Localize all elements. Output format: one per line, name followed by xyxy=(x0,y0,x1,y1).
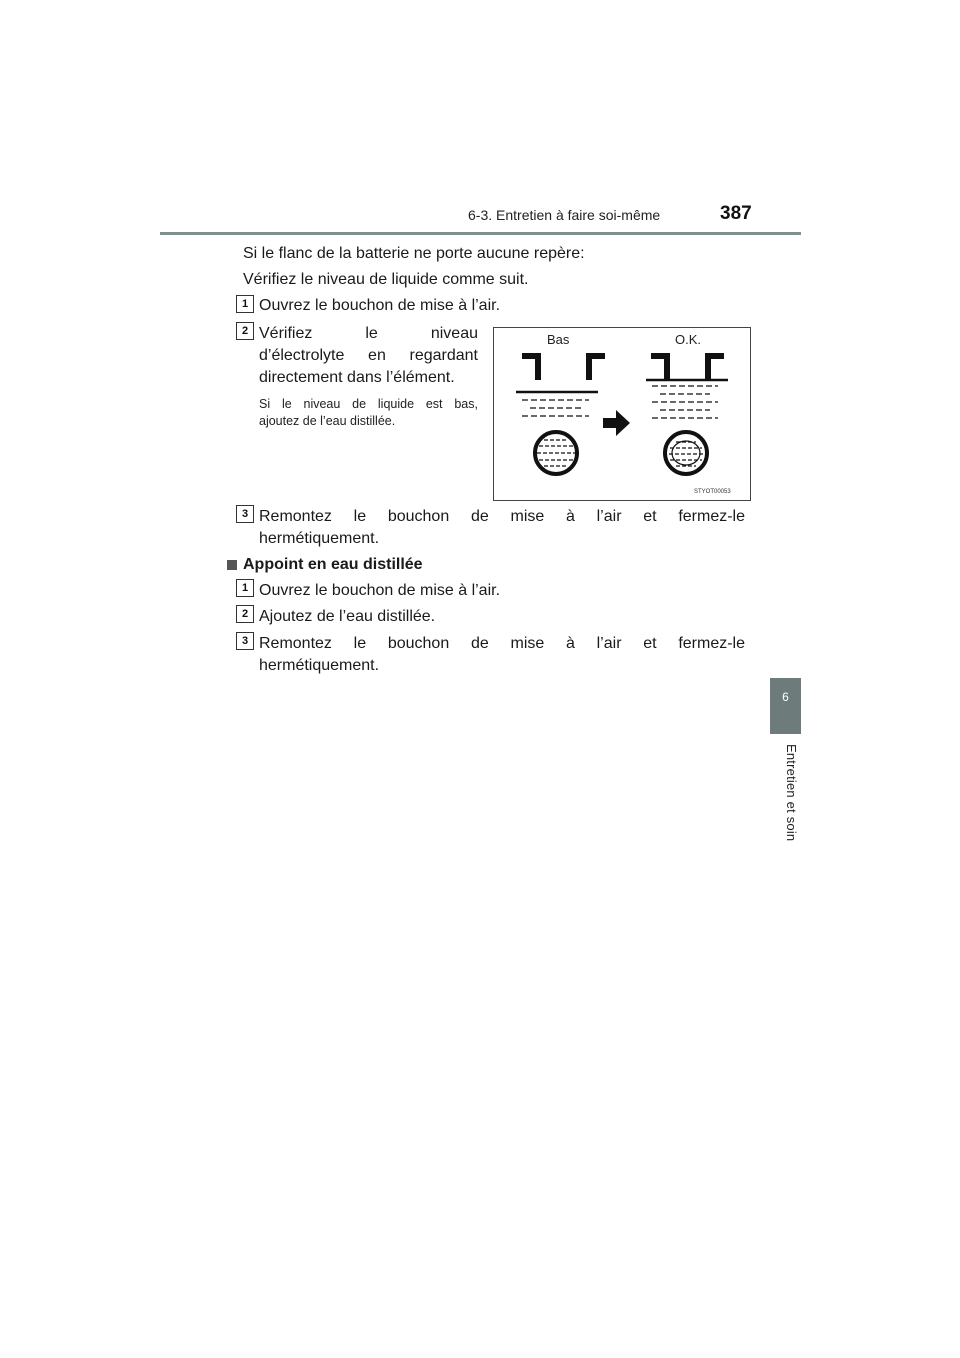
step-2-note-line-1: Si le niveau de liquide est bas, xyxy=(259,397,478,411)
chapter-tab-title: Entretien et soin xyxy=(784,744,799,842)
step-number-3: 3 xyxy=(236,505,254,523)
section-heading: Appoint en eau distillée xyxy=(243,556,423,573)
header-rule xyxy=(160,232,801,235)
low-level-top-view xyxy=(535,432,577,474)
electrolyte-level-figure xyxy=(493,327,751,501)
intro-line-2: Vérifiez le niveau de liquide comme suit. xyxy=(243,271,529,288)
arrow-icon xyxy=(603,410,630,436)
step-2-text-line-3: directement dans l’élément. xyxy=(259,369,455,386)
step-1-text: Ouvrez le bouchon de mise à l’air. xyxy=(259,297,501,314)
section2-step-3-text-line-2: hermétiquement. xyxy=(259,657,380,674)
chapter-tab xyxy=(770,678,801,734)
step-2-text-line-2: d’électrolyte en regardant xyxy=(259,347,478,364)
step-3-text-line-1: Remontez le bouchon de mise à l’air et fermez-le xyxy=(259,508,745,525)
figure-label-ok: O.K. xyxy=(675,332,702,347)
low-level-cell-opening xyxy=(522,356,605,380)
ok-level-cell-opening xyxy=(651,356,724,380)
electrolyte-level-illustration xyxy=(494,328,750,500)
step-2-text-line-1: Vérifiez le niveau xyxy=(259,325,478,342)
low-level-liquid-dashes xyxy=(522,400,589,416)
step-number-2: 2 xyxy=(236,322,254,340)
running-header-section: 6-3. Entretien à faire soi-même xyxy=(468,207,661,223)
section2-step-1-text: Ouvrez le bouchon de mise à l’air. xyxy=(259,582,501,599)
section2-step-number-3: 3 xyxy=(236,632,254,650)
section2-step-number-2: 2 xyxy=(236,605,254,623)
intro-line-1: Si le flanc de la batterie ne porte aucune repère: xyxy=(243,245,585,262)
section-bullet-icon xyxy=(227,560,237,570)
chapter-tab-number: 6 xyxy=(782,690,789,704)
ok-level-liquid-dashes xyxy=(652,386,718,418)
ok-level-top-view xyxy=(665,432,707,474)
step-2-note-line-2: ajoutez de l’eau distillée. xyxy=(259,414,396,428)
step-number-1: 1 xyxy=(236,295,254,313)
section2-step-number-1: 1 xyxy=(236,579,254,597)
step-3-text-line-2: hermétiquement. xyxy=(259,530,380,547)
page-number: 387 xyxy=(720,203,752,224)
section2-step-3-text-line-1: Remontez le bouchon de mise à l’air et fermez-le xyxy=(259,635,745,652)
figure-label-low: Bas xyxy=(547,332,570,347)
figure-code: STYOT00053 xyxy=(694,489,731,495)
section2-step-2-text: Ajoutez de l’eau distillée. xyxy=(259,608,436,625)
